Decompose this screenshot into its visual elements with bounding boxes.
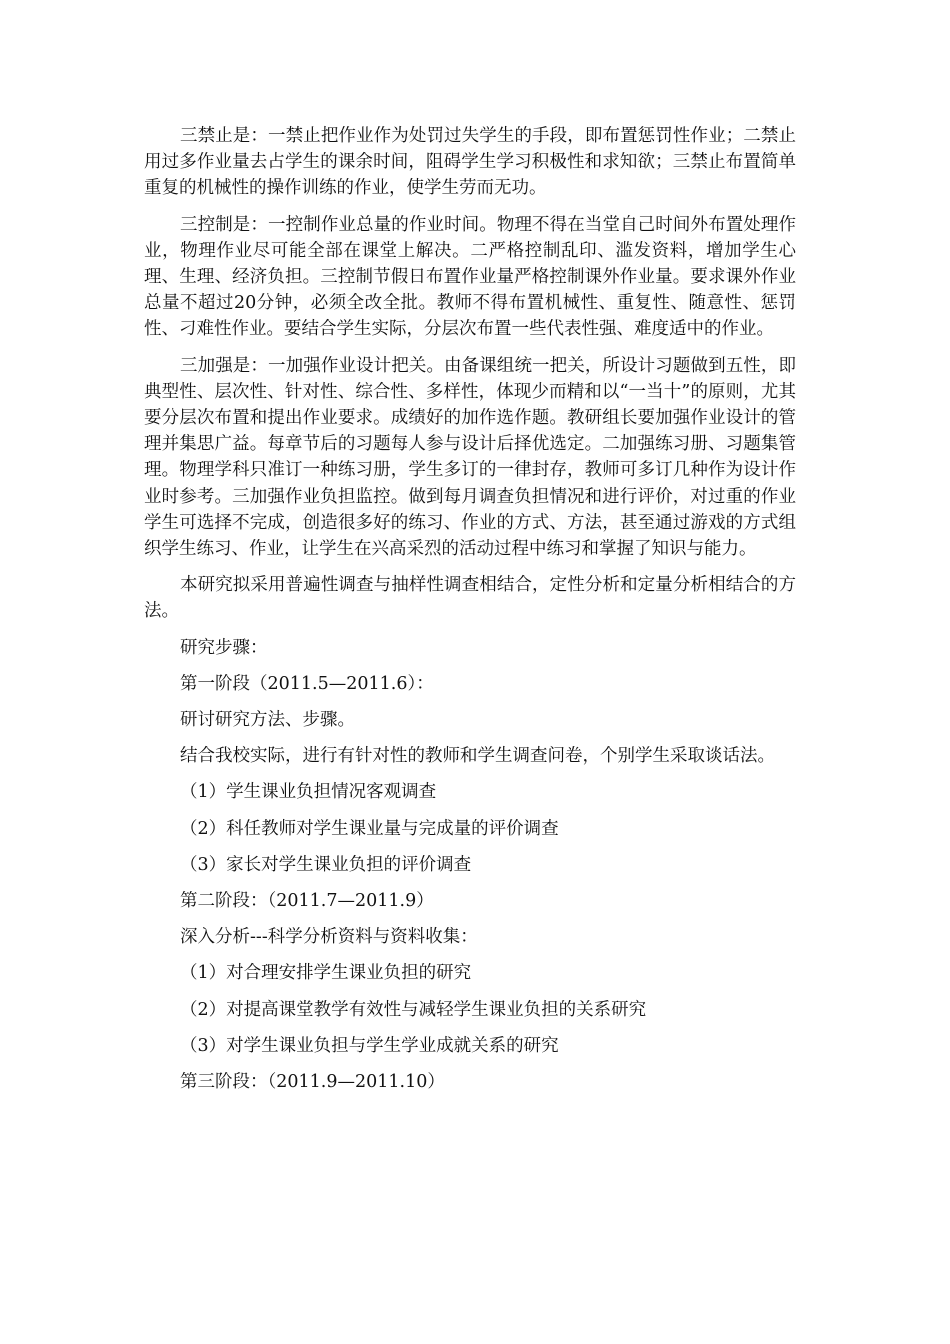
stage-one-item: （3）家长对学生课业负担的评价调查 [180, 854, 472, 875]
document-page [144, 123, 796, 1105]
stage-one-item: （1）学生课业负担情况客观调查 [180, 782, 437, 803]
paragraph-three-prohibitions: 三禁止是：一禁止把作业作为处罚过失学生的手段，即布置惩罚性作业；二禁止用过多作业量去占学生的课余时间，阻碍学生学习积极性和求知欲；三禁止布置简单重复的机械性的操作训练的作业，使学生劳而无功。 [144, 126, 796, 199]
stage-one-title: 第一阶段（2011.5—2011.6）： [180, 673, 434, 694]
stage-one-survey-paragraph: 结合我校实际，进行有针对性的教师和学生调查问卷，个别学生采取谈话法。 [180, 746, 775, 767]
stage-two-item: （1）对合理安排学生课业负担的研究 [180, 963, 472, 984]
stage-two-item: （3）对学生课业负担与学生学业成就关系的研究 [180, 1035, 559, 1056]
paragraph-research-steps: 研究步骤： [180, 637, 268, 658]
stage-two-title: 第二阶段：（2011.7—2011.9） [180, 891, 434, 912]
stage-two-intro: 深入分析---科学分析资料与资料收集： [180, 927, 478, 948]
paragraph-three-strengthens: 三加强是：一加强作业设计把关。由备课组统一把关，所设计习题做到五性，即典型性、层次性、针对性、综合性、多样性，体现少而精和以“一当十”的原则，尤其要分层次布置和提出作业要求。成绩好的加作选作题。教研组长要加强作业设计的管理并集思广益。每章节后的习题每人参与设计后择优选定。二加强练习册、习题集管理。物理学科只准订一种练习册，学生多订的一律封存，教师可多订几种作为设计作业时参考。三加强作业负担监控。做到每月调查负担情况和进行评价，对过重的作业学生可选择不完成，创造很多好的练习、作业的方式、方法，甚至通过游戏的方式组织学生练习、作业，让学生在兴高采烈的活动过程中练习和掌握了知识与能力。 [144, 355, 796, 560]
stage-one-discussion: 研讨研究方法、步骤。 [180, 710, 355, 731]
stage-three-title: 第三阶段：（2011.9—2011.10） [180, 1072, 445, 1093]
paragraph-research-method: 本研究拟采用普遍性调查与抽样性调查相结合，定性分析和定量分析相结合的方法。 [144, 575, 796, 622]
stage-two-item: （2）对提高课堂教学有效性与减轻学生课业负担的关系研究 [180, 999, 647, 1020]
stage-one-item: （2）科任教师对学生课业量与完成量的评价调查 [180, 818, 559, 839]
paragraph-three-controls: 三控制是：一控制作业总量的作业时间。物理不得在当堂自己时间外布置处理作业，物理作业尽可能全部在课堂上解决。二严格控制乱印、滥发资料，增加学生心理、生理、经济负担。三控制节假日布置作业量严格控制课外作业量。要求课外作业总量不超过20分钟，必须全改全批。教师不得布置机械性、重复性、随意性、惩罚性、刁难性作业。要结合学生实际，分层次布置一些代表性强、难度适中的作业。 [144, 214, 796, 340]
